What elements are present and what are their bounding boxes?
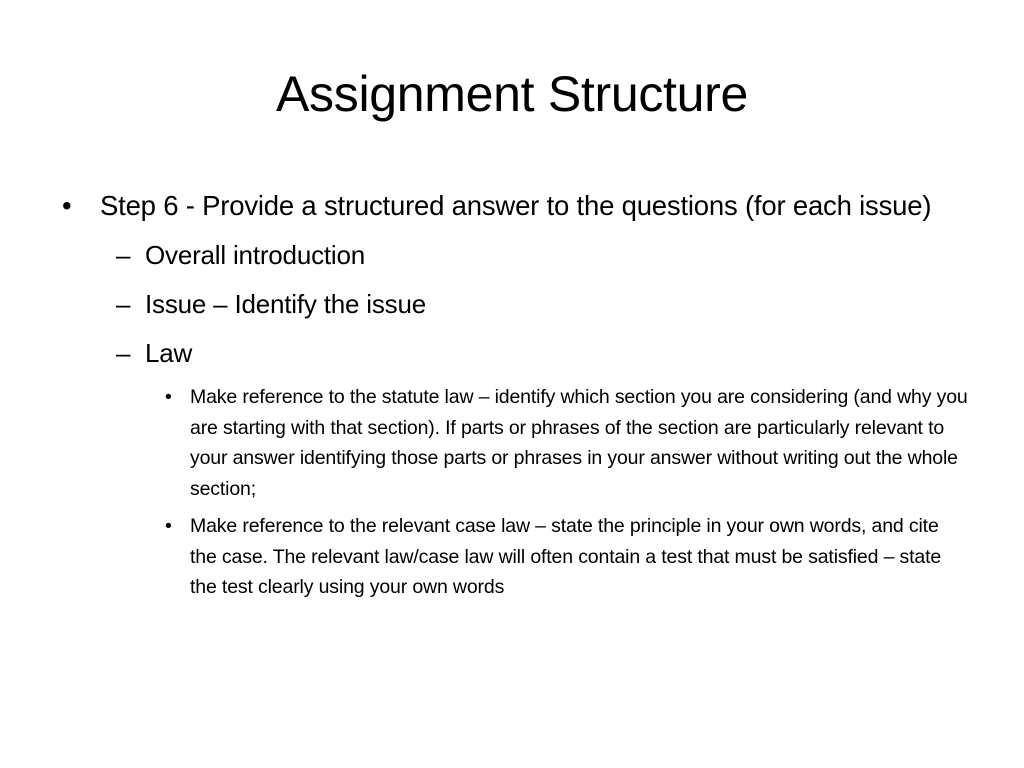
dash-icon: – <box>116 240 131 270</box>
subsubbullet-text: Make reference to the statute law – identify which section you are considering (and why you are starting with that section). If parts or phrases of the section are particularly relevant to your answer identifying those parts or phrases in your answer without writing out the whole section; <box>190 386 968 500</box>
dash-icon: – <box>116 289 131 319</box>
subbullet-issue <box>58 284 968 324</box>
subbullet-law <box>58 333 968 373</box>
slide-body <box>58 186 968 610</box>
bullet-step-6 <box>58 186 968 226</box>
dash-icon: – <box>116 338 131 368</box>
subsubbullet-case-law <box>58 511 968 603</box>
slide-title: Assignment Structure <box>276 66 748 122</box>
subbullet-text: Issue – Identify the issue <box>145 289 426 319</box>
subsubbullet-statute-law <box>58 382 968 504</box>
bullet-icon: • <box>165 386 172 408</box>
subbullet-text: Overall introduction <box>145 240 365 270</box>
subbullet-overall-introduction <box>58 235 968 275</box>
subsubbullet-text: Make reference to the relevant case law – state the principle in your own words, and cite the case. The relevant law/case law will often contain a test that must be satisfied – state the test clearly using your own words <box>190 515 942 598</box>
bullet-icon: • <box>62 190 72 221</box>
subbullet-text: Law <box>145 338 193 368</box>
bullet-text: Step 6 - Provide a structured answer to the questions (for each issue) <box>100 190 932 221</box>
bullet-icon: • <box>165 515 172 537</box>
